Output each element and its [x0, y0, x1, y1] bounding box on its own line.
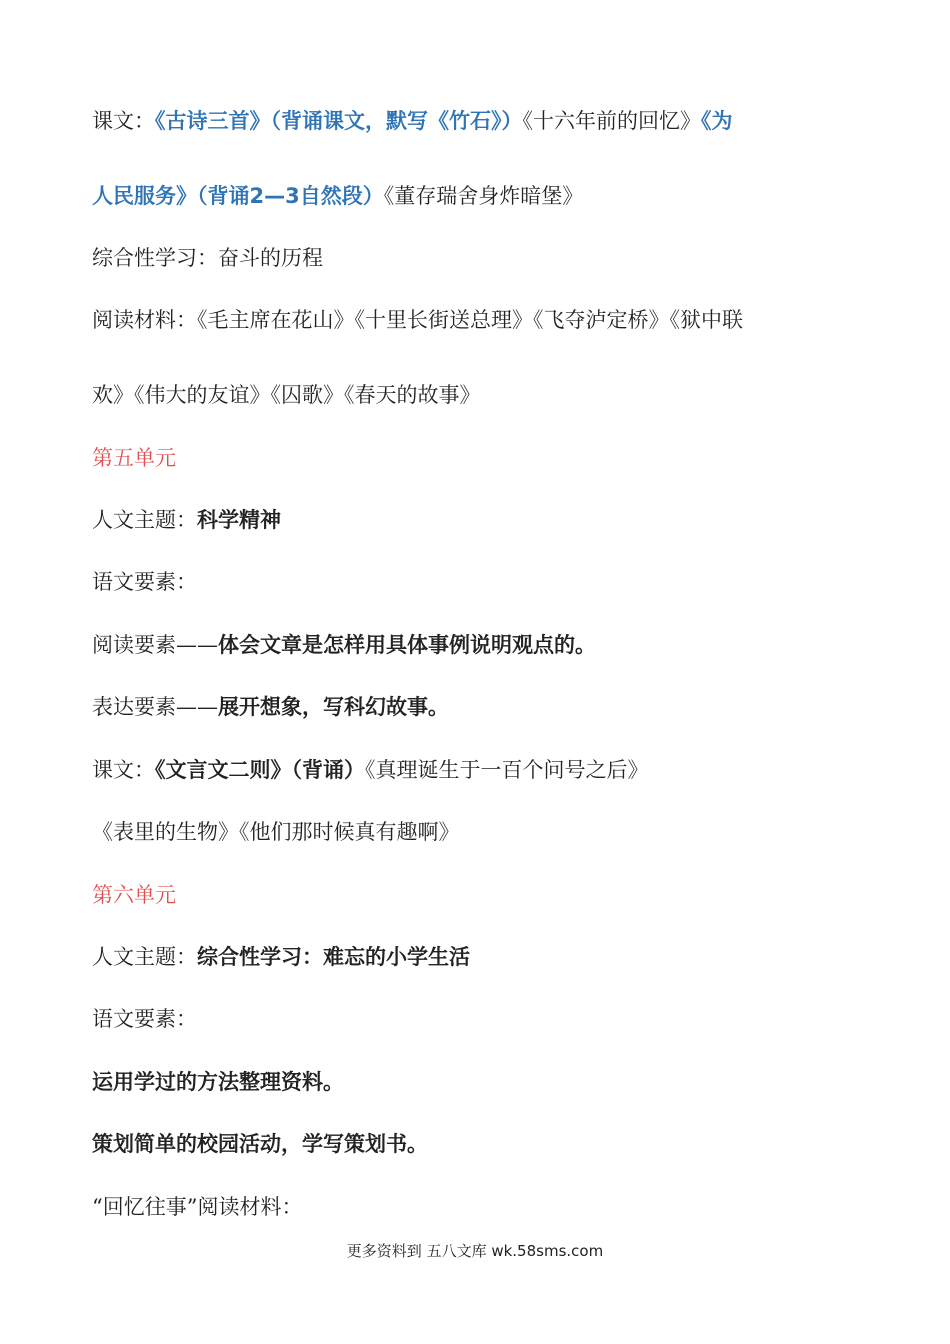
unit5-texts-line2: 《表里的生物》《他们那时候真有趣啊》 [92, 820, 460, 844]
unit4-comprehensive: 综合性学习：奋斗的历程 [92, 246, 323, 270]
unit6-theme: 人文主题：综合性学习：难忘的小学生活 [92, 945, 470, 969]
unit6-element1: 运用学过的方法整理资料。 [92, 1070, 344, 1094]
unit5-reading-element: 阅读要素——体会文章是怎样用具体事例说明观点的。 [92, 633, 596, 657]
unit5-texts-line1: 课文：《文言文二则》（背诵）《真理诞生于一百个问号之后》 [92, 758, 649, 782]
unit4-texts-line1: 课文：《古诗三首》（背诵课文，默写《竹石》）《十六年前的回忆》《为 [92, 109, 733, 133]
unit6-heading: 第六单元 [92, 883, 176, 907]
unit6-memory-reading: “回忆往事”阅读材料： [92, 1195, 303, 1219]
unit5-theme: 人文主题：科学精神 [92, 508, 281, 532]
unit5-heading: 第五单元 [92, 446, 176, 470]
unit6-elements-label: 语文要素： [92, 1007, 197, 1031]
footer-link[interactable]: 更多资料到 五八文库 wk.58sms.com [346, 1242, 604, 1260]
unit5-elements-label: 语文要素： [92, 570, 197, 594]
unit4-reading-line2: 欢》《伟大的友谊》《囚歌》《春天的故事》 [92, 383, 481, 407]
recite-texts: 《古诗三首》（背诵课文，默写《竹石》） [155, 109, 523, 133]
unit4-reading-line1: 阅读材料：《毛主席在花山》《十里长街送总理》《飞夺泸定桥》《狱中联 [92, 308, 743, 332]
unit5-express-element: 表达要素——展开想象，写科幻故事。 [92, 695, 449, 719]
unit4-texts-line2: 人民服务》（背诵2—3自然段）《董存瑞舍身炸暗堡》 [92, 184, 584, 208]
unit6-element2: 策划简单的校园活动，学写策划书。 [92, 1132, 428, 1156]
